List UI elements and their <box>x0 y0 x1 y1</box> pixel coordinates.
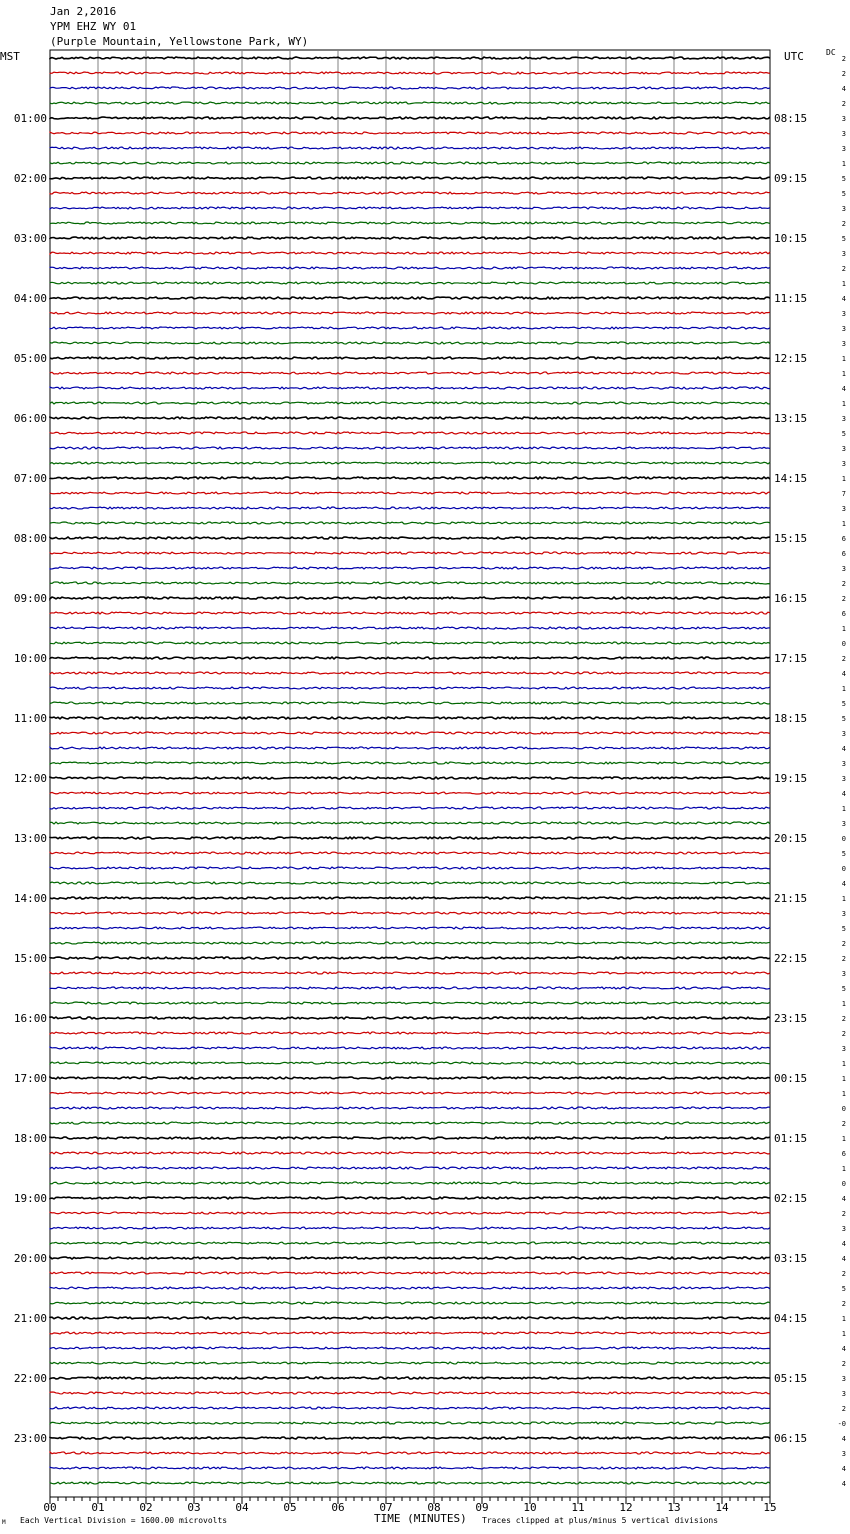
trace-line <box>50 807 770 809</box>
x-tick-label: 05 <box>283 1501 297 1514</box>
trace-line <box>50 942 770 944</box>
dc-offset-value: 4 <box>841 1435 846 1443</box>
trace-line <box>50 372 770 374</box>
hour-label-left: 08:00 <box>13 532 47 545</box>
dc-offset-value: 5 <box>841 175 846 183</box>
trace-line <box>50 1197 770 1199</box>
dc-offset-value: 1 <box>841 400 846 408</box>
trace-line <box>50 1407 770 1409</box>
dc-offset-value: 3 <box>841 340 846 348</box>
trace-line <box>50 867 770 869</box>
dc-offset-value: 3 <box>841 1390 846 1398</box>
dc-offset-value: 4 <box>841 385 846 393</box>
x-tick-label: 12 <box>619 1501 633 1514</box>
trace-line <box>50 1212 770 1214</box>
trace-line <box>50 1467 770 1469</box>
trace-line <box>50 417 770 419</box>
trace-line <box>50 1437 770 1439</box>
trace-line <box>50 192 770 194</box>
x-tick-label: 03 <box>187 1501 201 1514</box>
dc-offset-value: 5 <box>841 715 846 723</box>
trace-line <box>50 1362 770 1364</box>
trace-line <box>50 207 770 209</box>
dc-offset-value: 2 <box>841 940 846 948</box>
hour-label-right: 00:15 <box>774 1072 808 1085</box>
x-axis-title: TIME (MINUTES) <box>374 1512 467 1525</box>
trace-line <box>50 717 770 719</box>
trace-line <box>50 462 770 464</box>
trace-line <box>50 147 770 149</box>
dc-offset-value: 7 <box>841 490 846 498</box>
trace-line <box>50 1377 770 1379</box>
clip-note: Traces clipped at plus/minus 5 vertical divisions <box>482 1516 719 1525</box>
dc-offset-value: -0 <box>837 1420 846 1428</box>
dc-offset-value: 0 <box>841 1180 846 1188</box>
trace-line <box>50 1482 770 1484</box>
dc-offset-value: 3 <box>841 775 846 783</box>
trace-line <box>50 102 770 104</box>
trace-line <box>50 987 770 989</box>
trace-line <box>50 687 770 689</box>
dc-offset-value: 0 <box>841 865 846 873</box>
hour-label-right: 16:15 <box>774 592 808 605</box>
hour-label-right: 23:15 <box>774 1012 808 1025</box>
trace-line <box>50 132 770 134</box>
trace-line <box>50 237 770 239</box>
dc-offset-value: 5 <box>841 190 846 198</box>
x-tick-label: 04 <box>235 1501 249 1514</box>
hour-label-left: 10:00 <box>13 652 47 665</box>
trace-line <box>50 927 770 929</box>
dc-offset-value: 4 <box>841 1240 846 1248</box>
trace-line <box>50 567 770 569</box>
dc-offset-value: 1 <box>841 1060 846 1068</box>
trace-line <box>50 1167 770 1169</box>
hour-label-left: 06:00 <box>13 412 47 425</box>
dc-offset-value: 1 <box>841 1315 846 1323</box>
trace-line <box>50 162 770 164</box>
dc-offset-value: 4 <box>841 745 846 753</box>
x-tick-label: 06 <box>331 1501 345 1514</box>
hour-label-right: 11:15 <box>774 292 808 305</box>
dc-offset-value: 3 <box>841 505 846 513</box>
hour-label-left: 20:00 <box>13 1252 47 1265</box>
dc-offset-value: 0 <box>841 640 846 648</box>
station-label: YPM EHZ WY 01 <box>50 20 137 33</box>
dc-offset-value: 2 <box>841 655 846 663</box>
hour-label-right: 14:15 <box>774 472 808 485</box>
dc-offset-value: 3 <box>841 565 846 573</box>
trace-line <box>50 1182 770 1184</box>
trace-line <box>50 387 770 389</box>
dc-offset-value: 1 <box>841 1135 846 1143</box>
dc-offset-value: 3 <box>841 1450 846 1458</box>
trace-line <box>50 477 770 479</box>
trace-line <box>50 777 770 779</box>
hour-label-left: 18:00 <box>13 1132 47 1145</box>
trace-line <box>50 1152 770 1154</box>
trace-line <box>50 57 770 59</box>
dc-offset-value: 5 <box>841 430 846 438</box>
trace-line <box>50 537 770 539</box>
hour-label-right: 06:15 <box>774 1432 808 1445</box>
hour-label-right: 20:15 <box>774 832 808 845</box>
trace-line <box>50 1032 770 1034</box>
dc-offset-value: 4 <box>841 880 846 888</box>
dc-offset-value: 5 <box>841 1285 846 1293</box>
dc-offset-value: 1 <box>841 355 846 363</box>
dc-offset-value: 4 <box>841 1345 846 1353</box>
trace-line <box>50 1257 770 1259</box>
trace-line <box>50 402 770 404</box>
dc-offset-value: 3 <box>841 445 846 453</box>
trace-line <box>50 657 770 659</box>
trace-line <box>50 1422 770 1424</box>
hour-label-right: 15:15 <box>774 532 808 545</box>
corner-mark: M <box>2 1519 6 1526</box>
dc-offset-value: 3 <box>841 250 846 258</box>
x-tick-label: 01 <box>91 1501 105 1514</box>
trace-line <box>50 762 770 764</box>
hour-label-left: 04:00 <box>13 292 47 305</box>
hour-label-left: 15:00 <box>13 952 47 965</box>
hour-label-left: 05:00 <box>13 352 47 365</box>
dc-offset-value: 1 <box>841 280 846 288</box>
trace-line <box>50 1107 770 1109</box>
hour-label-left: 13:00 <box>13 832 47 845</box>
dc-offset-value: 1 <box>841 1330 846 1338</box>
dc-offset-value: 1 <box>841 895 846 903</box>
trace-line <box>50 1227 770 1229</box>
x-tick-label: 13 <box>667 1501 681 1514</box>
hour-label-right: 04:15 <box>774 1312 808 1325</box>
dc-offset-value: 3 <box>841 325 846 333</box>
hour-label-right: 18:15 <box>774 712 808 725</box>
hour-label-right: 17:15 <box>774 652 808 665</box>
dc-offset-value: 3 <box>841 1045 846 1053</box>
trace-line <box>50 72 770 74</box>
dc-offset-value: 4 <box>841 670 846 678</box>
hour-label-left: 23:00 <box>13 1432 47 1445</box>
trace-line <box>50 837 770 839</box>
trace-line <box>50 792 770 794</box>
date-label: Jan 2,2016 <box>50 5 117 18</box>
dc-offset-value: 5 <box>841 925 846 933</box>
hour-label-right: 02:15 <box>774 1192 808 1205</box>
trace-line <box>50 957 770 959</box>
dc-offset-value: 1 <box>841 520 846 528</box>
trace-line <box>50 222 770 224</box>
dc-offset-value: 2 <box>841 100 846 108</box>
dc-offset-value: 4 <box>841 1255 846 1263</box>
dc-offset-value: 6 <box>841 535 846 543</box>
hour-label-right: 09:15 <box>774 172 808 185</box>
trace-line <box>50 522 770 524</box>
dc-offset-value: 4 <box>841 295 846 303</box>
x-tick-label: 08 <box>427 1501 441 1514</box>
x-tick-label: 11 <box>571 1501 585 1514</box>
dc-offset-value: 4 <box>841 1480 846 1488</box>
dc-offset-value: 2 <box>841 1405 846 1413</box>
trace-line <box>50 972 770 974</box>
dc-offset-value: 2 <box>841 1015 846 1023</box>
hour-label-left: 19:00 <box>13 1192 47 1205</box>
dc-offset-value: 3 <box>841 970 846 978</box>
trace-line <box>50 1137 770 1139</box>
dc-offset-value: 3 <box>841 460 846 468</box>
dc-offset-value: 3 <box>841 415 846 423</box>
dc-offset-value: 3 <box>841 1375 846 1383</box>
trace-line <box>50 267 770 269</box>
trace-line <box>50 552 770 554</box>
dc-offset-value: 3 <box>841 130 846 138</box>
trace-line <box>50 1002 770 1004</box>
trace-line <box>50 612 770 614</box>
x-tick-label: 00 <box>43 1501 57 1514</box>
location-label: (Purple Mountain, Yellowstone Park, WY) <box>50 35 309 48</box>
x-tick-label: 15 <box>763 1501 777 1514</box>
trace-line <box>50 1047 770 1049</box>
dc-offset-value: 2 <box>841 1270 846 1278</box>
trace-line <box>50 357 770 359</box>
trace-line <box>50 1062 770 1064</box>
hour-label-right: 13:15 <box>774 412 808 425</box>
dc-offset-value: 1 <box>841 1075 846 1083</box>
dc-offset-value: 6 <box>841 1150 846 1158</box>
dc-offset-value: 4 <box>841 85 846 93</box>
hour-label-right: 22:15 <box>774 952 808 965</box>
hour-label-left: 14:00 <box>13 892 47 905</box>
trace-line <box>50 582 770 584</box>
scale-note: Each Vertical Division = 1600.00 microvolts <box>20 1516 228 1525</box>
trace-line <box>50 297 770 299</box>
hour-label-right: 08:15 <box>774 112 808 125</box>
trace-line <box>50 282 770 284</box>
dc-offset-value: 2 <box>841 955 846 963</box>
left-timezone-label: MST <box>0 50 20 63</box>
dc-offset-value: 2 <box>841 220 846 228</box>
hour-label-left: 03:00 <box>13 232 47 245</box>
hour-label-right: 19:15 <box>774 772 808 785</box>
hour-label-right: 03:15 <box>774 1252 808 1265</box>
trace-line <box>50 747 770 749</box>
trace-line <box>50 252 770 254</box>
trace-line <box>50 1392 770 1394</box>
dc-offset-value: 3 <box>841 820 846 828</box>
hour-label-left: 01:00 <box>13 112 47 125</box>
trace-line <box>50 732 770 734</box>
dc-offset-value: 3 <box>841 205 846 213</box>
dc-offset-value: 2 <box>841 70 846 78</box>
trace-line <box>50 1122 770 1124</box>
trace-line <box>50 1092 770 1094</box>
dc-offset-value: 3 <box>841 115 846 123</box>
hour-label-left: 07:00 <box>13 472 47 485</box>
dc-offset-value: 1 <box>841 1090 846 1098</box>
hour-label-left: 16:00 <box>13 1012 47 1025</box>
dc-offset-value: 2 <box>841 580 846 588</box>
hour-label-left: 09:00 <box>13 592 47 605</box>
x-tick-label: 09 <box>475 1501 489 1514</box>
trace-line <box>50 642 770 644</box>
trace-line <box>50 1077 770 1079</box>
right-timezone-label: UTC <box>784 50 804 63</box>
dc-offset-value: 2 <box>841 1360 846 1368</box>
x-tick-label: 14 <box>715 1501 729 1514</box>
hour-label-left: 17:00 <box>13 1072 47 1085</box>
dc-offset-value: 3 <box>841 910 846 918</box>
trace-line <box>50 87 770 89</box>
hour-label-left: 22:00 <box>13 1372 47 1385</box>
dc-offset-value: 1 <box>841 685 846 693</box>
trace-line <box>50 327 770 329</box>
dc-offset-value: 2 <box>841 595 846 603</box>
trace-line <box>50 852 770 854</box>
dc-offset-value: 2 <box>841 1030 846 1038</box>
dc-offset-value: 3 <box>841 760 846 768</box>
trace-line <box>50 627 770 629</box>
trace-line <box>50 822 770 824</box>
dc-offset-value: 1 <box>841 370 846 378</box>
dc-offset-value: 1 <box>841 1165 846 1173</box>
dc-offset-value: 1 <box>841 160 846 168</box>
trace-line <box>50 1452 770 1454</box>
dc-offset-value: 3 <box>841 1225 846 1233</box>
hour-label-right: 01:15 <box>774 1132 808 1145</box>
trace-line <box>50 342 770 344</box>
hour-label-right: 10:15 <box>774 232 808 245</box>
trace-line <box>50 597 770 599</box>
trace-line <box>50 1332 770 1334</box>
dc-offset-value: 5 <box>841 850 846 858</box>
dc-offset-value: 4 <box>841 1465 846 1473</box>
dc-offset-value: 2 <box>841 55 846 63</box>
dc-offset-value: 1 <box>841 475 846 483</box>
trace-line <box>50 492 770 494</box>
hour-label-right: 12:15 <box>774 352 808 365</box>
dc-offset-value: 6 <box>841 550 846 558</box>
trace-line <box>50 312 770 314</box>
trace-line <box>50 1287 770 1289</box>
dc-offset-value: 2 <box>841 1120 846 1128</box>
hour-label-left: 12:00 <box>13 772 47 785</box>
dc-offset-value: 2 <box>841 1210 846 1218</box>
hour-label-left: 11:00 <box>13 712 47 725</box>
dc-offset-value: 1 <box>841 805 846 813</box>
hour-label-left: 02:00 <box>13 172 47 185</box>
trace-line <box>50 1017 770 1019</box>
dc-offset-value: 4 <box>841 790 846 798</box>
trace-line <box>50 897 770 899</box>
dc-offset-value: 0 <box>841 835 846 843</box>
dc-offset-value: 5 <box>841 235 846 243</box>
trace-line <box>50 507 770 509</box>
trace-line <box>50 702 770 704</box>
trace-line <box>50 1272 770 1274</box>
trace-line <box>50 1347 770 1349</box>
trace-line <box>50 1317 770 1319</box>
hour-label-left: 21:00 <box>13 1312 47 1325</box>
dc-label: DC <box>826 48 836 57</box>
dc-offset-value: 5 <box>841 985 846 993</box>
dc-offset-value: 5 <box>841 700 846 708</box>
trace-line <box>50 1302 770 1304</box>
dc-offset-value: 6 <box>841 610 846 618</box>
dc-offset-value: 4 <box>841 1195 846 1203</box>
dc-offset-value: 1 <box>841 625 846 633</box>
trace-line <box>50 882 770 884</box>
x-tick-label: 02 <box>139 1501 153 1514</box>
dc-offset-value: 2 <box>841 265 846 273</box>
dc-offset-value: 3 <box>841 310 846 318</box>
dc-offset-value: 2 <box>841 1300 846 1308</box>
dc-offset-value: 3 <box>841 145 846 153</box>
dc-offset-value: 3 <box>841 730 846 738</box>
trace-line <box>50 177 770 179</box>
trace-line <box>50 672 770 674</box>
trace-line <box>50 432 770 434</box>
trace-line <box>50 912 770 914</box>
dc-offset-value: 0 <box>841 1105 846 1113</box>
x-tick-label: 07 <box>379 1501 393 1514</box>
dc-offset-value: 1 <box>841 1000 846 1008</box>
trace-line <box>50 1242 770 1244</box>
hour-label-right: 05:15 <box>774 1372 808 1385</box>
trace-line <box>50 447 770 449</box>
trace-line <box>50 117 770 119</box>
hour-label-right: 21:15 <box>774 892 808 905</box>
x-tick-label: 10 <box>523 1501 537 1514</box>
